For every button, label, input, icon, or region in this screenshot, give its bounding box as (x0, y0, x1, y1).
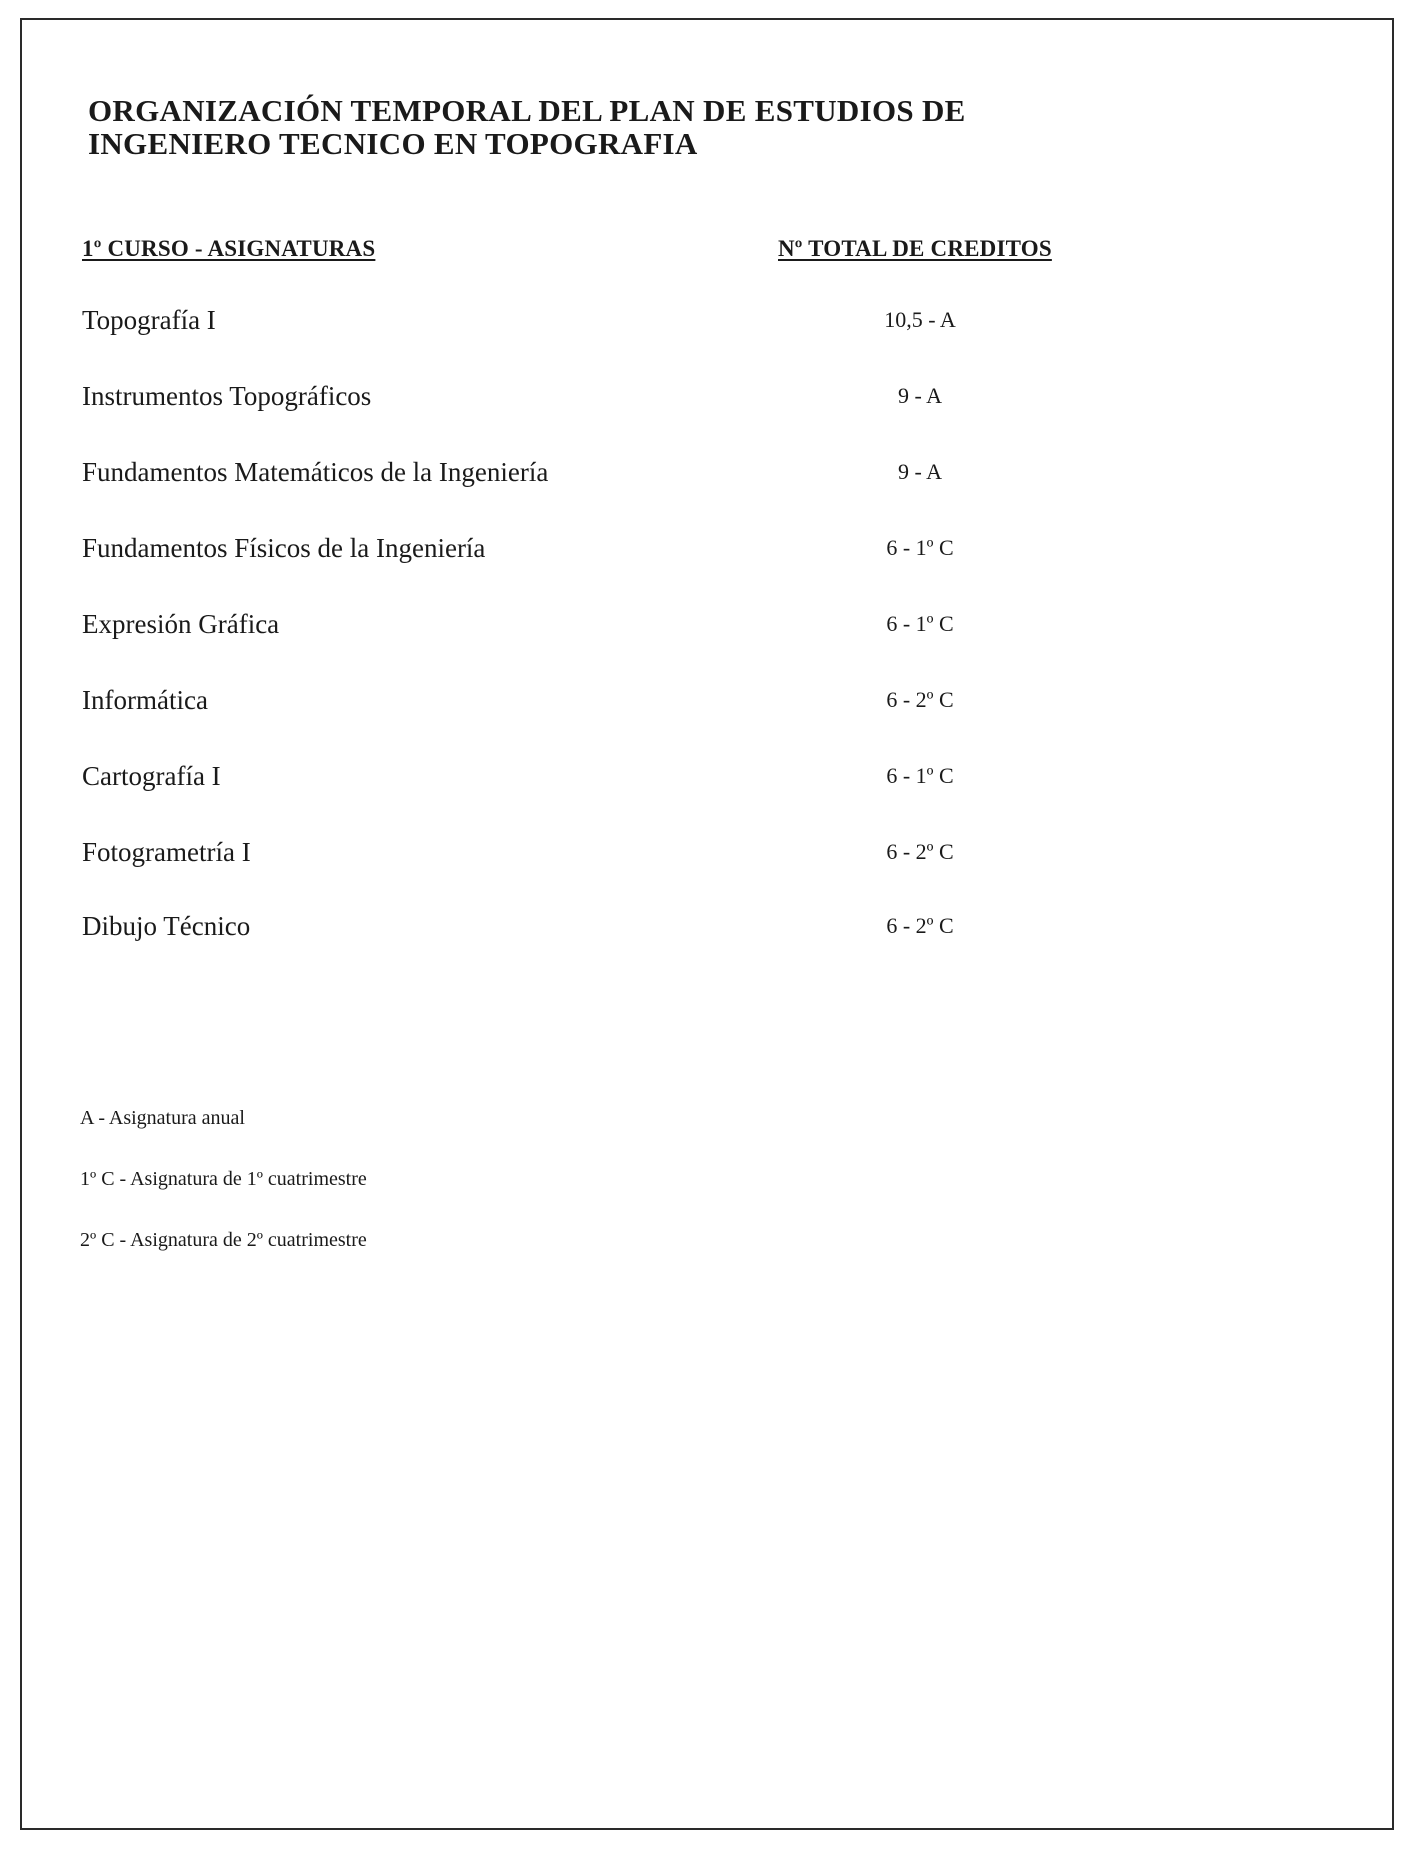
legend-item-annual: A - Asignatura anual (80, 1107, 245, 1129)
subject-name: Fotogrametría I (82, 837, 251, 867)
page-title (88, 94, 966, 160)
legend-item-first-term: 1º C - Asignatura de 1º cuatrimestre (80, 1168, 367, 1190)
subject-credits: 9 - A (898, 459, 942, 484)
table-row (0, 528, 1418, 568)
subject-name: Expresión Gráfica (82, 609, 280, 639)
title-line-2: INGENIERO TECNICO EN TOPOGRAFIA (88, 126, 698, 161)
subject-name: Fundamentos Matemáticos de la Ingeniería (82, 457, 549, 487)
subject-credits: 6 - 1º C (886, 535, 954, 560)
table-row (0, 604, 1418, 644)
column-header-credits: Nº TOTAL DE CREDITOS (778, 236, 1052, 261)
subject-credits: 6 - 2º C (886, 687, 954, 712)
subject-credits: 9 - A (898, 383, 942, 408)
subject-credits: 6 - 2º C (886, 839, 954, 864)
subject-name: Informática (82, 685, 208, 715)
subject-name: Topografía I (82, 305, 216, 335)
subject-name: Dibujo Técnico (82, 911, 251, 941)
subject-name: Cartografía I (82, 761, 221, 791)
subject-credits: 6 - 1º C (886, 611, 954, 636)
subject-credits: 10,5 - A (884, 307, 956, 332)
table-row (0, 756, 1418, 796)
legend-item-second-term: 2º C - Asignatura de 2º cuatrimestre (80, 1229, 367, 1251)
table-row (0, 452, 1418, 492)
table-row (0, 300, 1418, 340)
subject-name: Fundamentos Físicos de la Ingeniería (82, 533, 486, 563)
subject-credits: 6 - 1º C (886, 763, 954, 788)
title-line-1: ORGANIZACIÓN TEMPORAL DEL PLAN DE ESTUDIOS DE (88, 93, 966, 128)
legend (80, 1106, 367, 1289)
column-header-subjects: 1º CURSO - ASIGNATURAS (82, 236, 376, 261)
table-row (0, 832, 1418, 872)
table-row (0, 376, 1418, 416)
table-row (0, 906, 1418, 946)
subject-credits: 6 - 2º C (886, 913, 954, 938)
table-row (0, 680, 1418, 720)
subject-name: Instrumentos Topográficos (82, 381, 372, 411)
